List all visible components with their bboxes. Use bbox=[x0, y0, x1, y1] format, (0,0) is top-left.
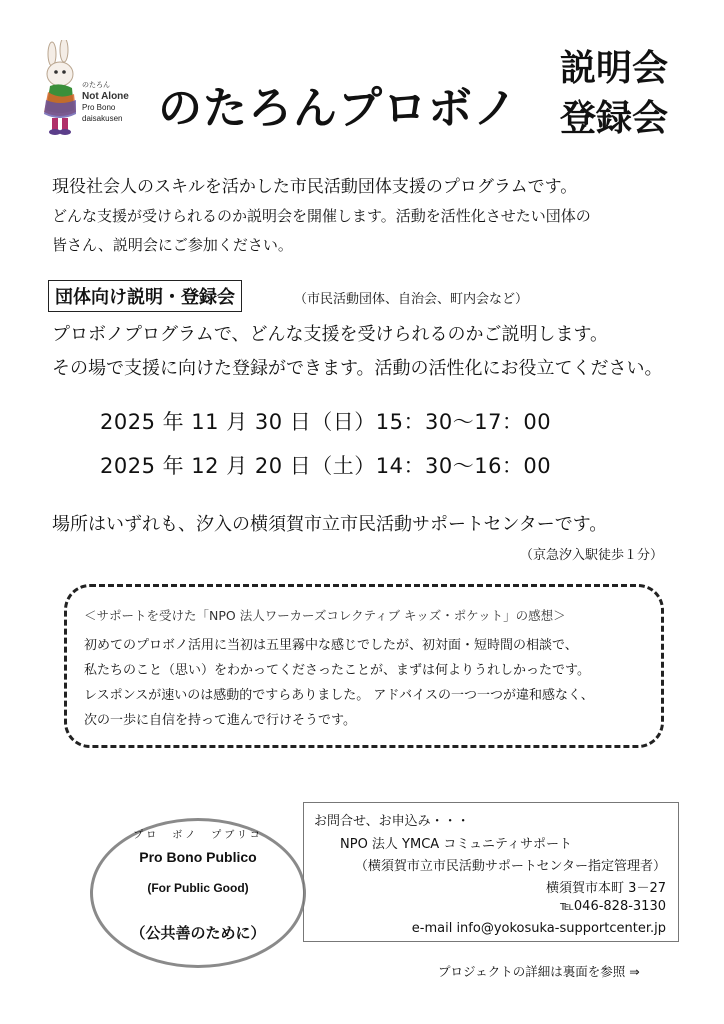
contact-email: e-mail info@yokosuka-supportcenter.jp bbox=[411, 921, 666, 936]
section-title: 団体向け説明・登録会 bbox=[48, 280, 242, 312]
testimonial-line-4: 次の一歩に自信を持って進んで行けそうです。 bbox=[84, 713, 356, 728]
contact-role: （横須賀市立市民活動サポートセンター指定管理者） bbox=[354, 859, 666, 874]
testimonial-heading: ＜サポートを受けた「NPO 法人ワーカーズコレクティブ キッズ・ポケット」の感想＞ bbox=[84, 608, 566, 623]
pro-bono-english: (For Public Good) bbox=[147, 881, 249, 895]
footer-note: プロジェクトの詳細は裏面を参照 ⇒ bbox=[438, 964, 640, 979]
event-type-line-2: 登録会 bbox=[560, 98, 669, 139]
contact-intro: お問合せ、お申込み・・・ bbox=[314, 814, 470, 829]
event-date-2: 2025 年 12 月 20 日（土）14：30〜16：00 bbox=[100, 454, 552, 478]
intro-line-1: 現役社会人のスキルを活かした市民活動団体支援のプログラムです。 bbox=[52, 177, 578, 197]
venue-text: 場所はいずれも、汐入の横須賀市立市民活動サポートセンターです。 bbox=[52, 514, 608, 535]
testimonial-line-2: 私たちのこと（思い）をわかってくださったことが、まずは何よりうれしかったです。 bbox=[84, 663, 590, 678]
pro-bono-japanese: （公共善のために） bbox=[130, 924, 266, 942]
section-note: （市民活動団体、自治会、町内会など） bbox=[294, 292, 529, 307]
intro-line-3: 皆さん、説明会にご参加ください。 bbox=[52, 236, 293, 254]
venue-access: （京急汐入駅徒歩１分） bbox=[520, 548, 664, 563]
logo-daisakusen: daisakusen bbox=[82, 114, 123, 123]
event-date-1: 2025 年 11 月 30 日（日）15：30〜17：00 bbox=[100, 410, 552, 434]
contact-address: 横須賀市本町 3－27 bbox=[546, 881, 666, 896]
testimonial-line-1: 初めてのプロボノ活用に当初は五里霧中な感じでしたが、初対面・短時間の相談で、 bbox=[84, 638, 578, 653]
pro-bono-kana: プロ ボノ プブリコ bbox=[133, 830, 263, 841]
event-type-title bbox=[560, 44, 668, 144]
section-body-2: その場で支援に向けた登録ができます。活動の活性化にお役立てください。 bbox=[52, 358, 663, 379]
contact-org: NPO 法人 YMCA コミュニティサポート bbox=[340, 837, 573, 852]
pro-bono-latin: Pro Bono Publico bbox=[139, 849, 257, 865]
intro-line-2: どんな支援が受けられるのか説明会を開催します。活動を活性化させたい団体の bbox=[52, 207, 591, 225]
logo-caption bbox=[82, 80, 152, 124]
logo-small-text: のたろん bbox=[82, 82, 110, 89]
logo-not-alone: Not Alone bbox=[82, 91, 129, 102]
event-type-line-1: 説明会 bbox=[560, 48, 669, 89]
testimonial-line-3: レスポンスが速いのは感動的ですらありました。 アドバイスの一つ一つが違和感なく、 bbox=[84, 688, 594, 703]
contact-tel: ℡046-828-3130 bbox=[559, 899, 666, 914]
logo-pro-bono: Pro Bono bbox=[82, 103, 116, 112]
page-title: のたろんプロボノ bbox=[158, 83, 518, 134]
section-body-1: プロボノプログラムで、どんな支援を受けられるのかご説明します。 bbox=[52, 324, 609, 345]
